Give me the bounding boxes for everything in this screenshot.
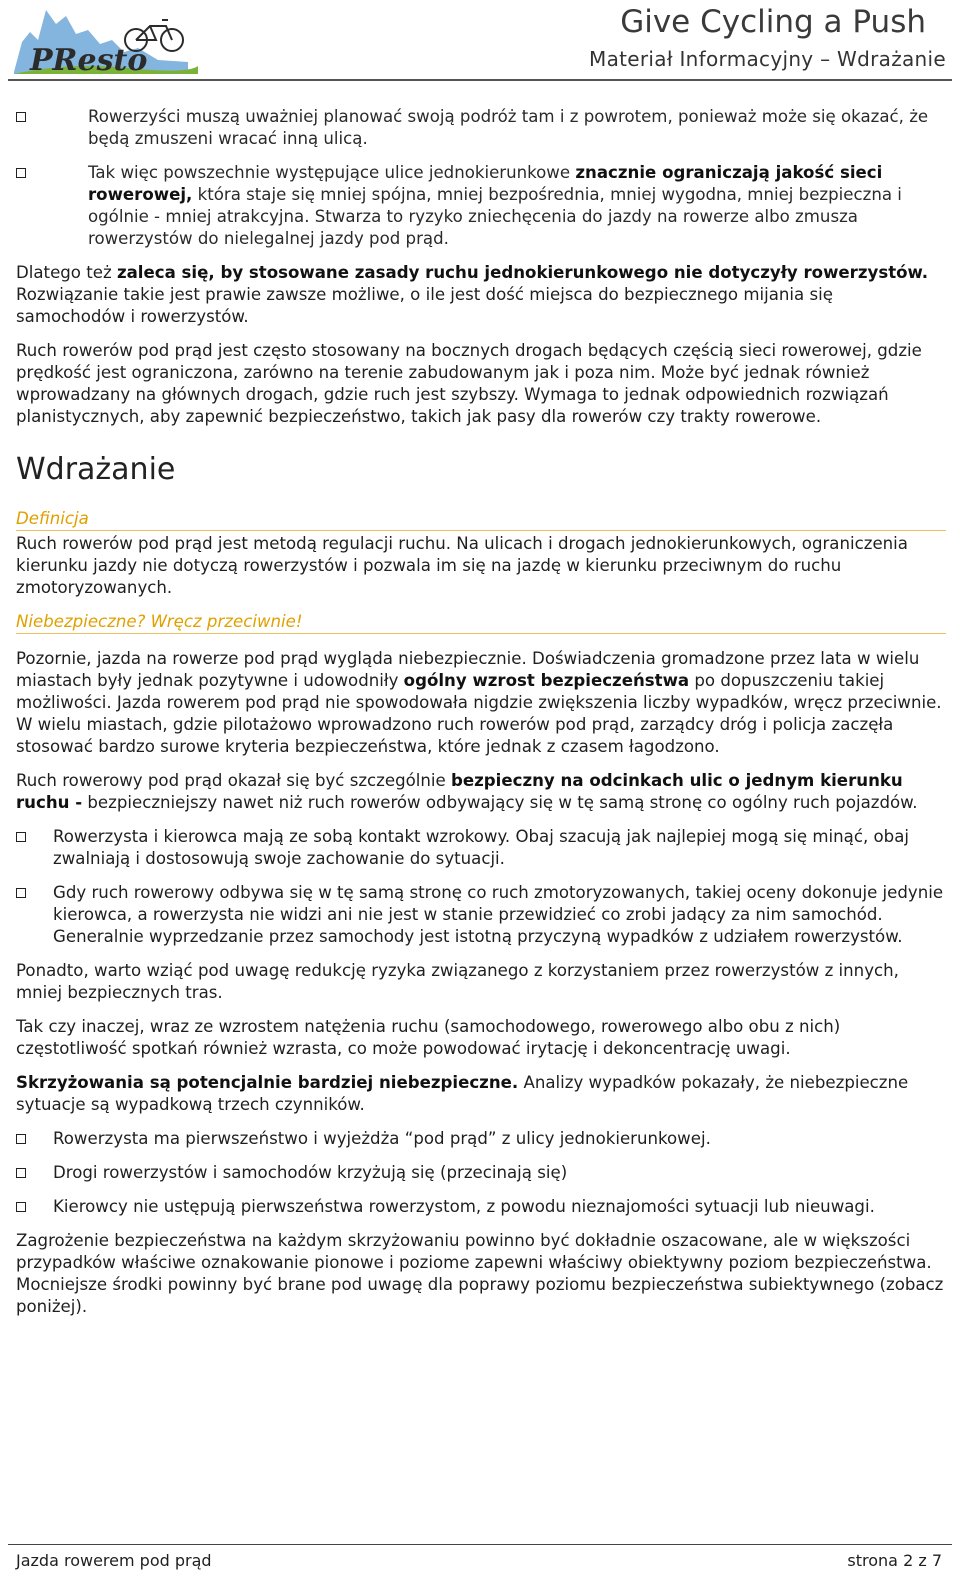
- header-title: Give Cycling a Push: [620, 4, 926, 40]
- bullet-item: [16, 826, 946, 870]
- paragraph: [16, 770, 946, 814]
- page-number: strona 2 z 7: [847, 1551, 942, 1570]
- bullet-emphasis: znacznie ograniczają jakość sieci rowerowej,: [88, 163, 883, 204]
- paragraph-emphasis: ogólny wzrost bezpieczeństwa: [403, 671, 690, 690]
- bullet-item: [16, 106, 946, 150]
- paragraph-text: Ruch rowerowy pod prąd okazał się być szczególnie: [16, 771, 452, 790]
- subsection-heading: Definicja: [16, 508, 946, 531]
- header-subtitle: Materiał Informacyjny – Wdrażanie: [589, 47, 946, 71]
- checkbox-bullet-icon: [16, 1202, 26, 1212]
- bullet-text: Rowerzysta ma pierwszeństwo i wyjeżdża “pod prąd” z ulicy jednokierunkowej.: [53, 1129, 711, 1148]
- paragraph: [16, 262, 946, 328]
- checkbox-bullet-icon: [16, 1134, 26, 1144]
- subsection-heading: Niebezpieczne? Wręcz przeciwnie!: [16, 611, 946, 634]
- page-header: [0, 0, 960, 82]
- paragraph-emphasis: zaleca się, by stosowane zasady ruchu jednokierunkowego nie dotyczyły rowerzystów.: [116, 263, 929, 282]
- bullet-text: Rowerzyści muszą uważniej planować swoją podróż tam i z powrotem, ponieważ może się okazać, że będą zmuszeni wracać inną ulicą.: [88, 107, 929, 148]
- checkbox-bullet-icon: [16, 832, 26, 842]
- bullet-text: Drogi rowerzystów i samochodów krzyżują się (przecinają się): [53, 1163, 568, 1182]
- document-body: [16, 106, 946, 1330]
- section-heading: Wdrażanie: [16, 452, 176, 487]
- paragraph-text: bezpieczniejszy nawet niż ruch rowerów odbywający się w tę samą stronę co ogólny ruch pojazdów.: [82, 793, 918, 812]
- paragraph-text: Rozwiązanie takie jest prawie zawsze możliwe, o ile jest dość miejsca do bezpiecznego mijania się samochodów i rowerzystów.: [16, 285, 833, 326]
- footer-doc-title: Jazda rowerem pod prąd: [16, 1551, 212, 1570]
- paragraph: Ruch rowerów pod prąd jest często stosowany na bocznych drogach będących częścią sieci rowerowej, gdzie prędkość jest ograniczona, zarówno na terenie zabudowanym jak i poza nim. Może być jednak również wprowadzany na głównych drogach, gdzie ruch jest szybszy. Wymaga to jednak odpowiednich rozwiązań planistycznych, aby zapewnić bezpieczeństwo, takich jak pasy dla rowerów czy trakty rowerowe.: [16, 341, 922, 426]
- paragraph-text: po dopuszczeniu takiej możliwości. Jazda rowerem pod prąd nie spowodowała nigdzie zwiększenia liczby wypadków, wręcz przeciwnie. W wielu miastach, gdzie pilotażowo wprowadzono ruch rowerów pod prąd, zarządcy dróg i policja zaczęła stosować bardzo surowe kryteria bezpieczeństwa, które jednak z czasem łagodzono.: [16, 671, 942, 756]
- paragraph: [16, 1072, 946, 1116]
- paragraph-text: Analizy wypadków pokazały, że niebezpieczne sytuacje są wypadkową trzech czynników.: [16, 1073, 909, 1114]
- paragraph-text: Dlatego też: [16, 263, 117, 282]
- checkbox-bullet-icon: [16, 888, 26, 898]
- checkbox-bullet-icon: [16, 112, 26, 122]
- page-footer: [8, 1544, 952, 1585]
- paragraph: Ruch rowerów pod prąd jest metodą regulacji ruchu. Na ulicach i drogach jednokierunkowych, ograniczenia kierunku jazdy nie dotyczą rowerzystów i pozwala im się na jazdę w kierunku przeciwnym do ruchu zmotoryzowanych.: [16, 534, 908, 597]
- paragraph-emphasis: bezpieczny na odcinkach ulic o jednym kierunku ruchu -: [16, 771, 903, 812]
- paragraph-emphasis: Skrzyżowania są potencjalnie bardziej niebezpieczne.: [16, 1073, 519, 1092]
- svg-text:PResto: PResto: [30, 43, 148, 78]
- checkbox-bullet-icon: [16, 168, 26, 178]
- bullet-text: Kierowcy nie ustępują pierwszeństwa rowerzystom, z powodu nieznajomości sytuacji lub nieuwagi.: [53, 1197, 875, 1216]
- bullet-item: [16, 1162, 946, 1184]
- bullet-text: która staje się mniej spójna, mniej bezpośrednia, mniej wygodna, mniej bezpieczna i ogólnie - mniej atrakcyjna. Stwarza to ryzyko zniechęcenia do jazdy na rowerze albo zmusza rowerzystów do nielegalnej jazdy pod prąd.: [88, 185, 902, 248]
- paragraph: [16, 648, 946, 758]
- bullet-text: Tak więc powszechnie występujące ulice jednokierunkowe: [88, 163, 576, 182]
- bullet-item: [16, 1196, 946, 1218]
- paragraph: Tak czy inaczej, wraz ze wzrostem natężenia ruchu (samochodowego, rowerowego albo obu z nich) częstotliwość spotkań również wzrasta, co może powodować irytację i dekoncentrację uwagi.: [16, 1017, 841, 1058]
- paragraph: Ponadto, warto wziąć pod uwagę redukcję ryzyka związanego z korzystaniem przez rowerzystów z innych, mniej bezpiecznych tras.: [16, 961, 899, 1002]
- bullet-item: [16, 882, 946, 948]
- bullet-item: [16, 162, 946, 250]
- checkbox-bullet-icon: [16, 1168, 26, 1178]
- header-divider: [8, 79, 952, 81]
- bullet-text: Gdy ruch rowerowy odbywa się w tę samą stronę co ruch zmotoryzowanych, takiej oceny dokonuje jedynie kierowca, a rowerzysta nie widzi ani nie jest w stanie przewidzieć co zrobi jadący za nim samochód. Generalnie wyprzedzanie przez samochody jest istotną przyczyną wypadków z udziałem rowerzystów.: [53, 883, 944, 946]
- bullet-item: [16, 1128, 946, 1150]
- presto-logo: [8, 2, 208, 78]
- paragraph: Zagrożenie bezpieczeństwa na każdym skrzyżowaniu powinno być dokładnie oszacowane, ale w większości przypadków właściwe oznakowanie pionowe i poziome zapewni właściwy obiektywny poziom bezpieczeństwa. Mocniejsze środki powinny być brane pod uwagę dla poprawy poziomu bezpieczeństwa subiektywnego (zobacz poniżej).: [16, 1231, 944, 1316]
- paragraph-text: Pozornie, jazda na rowerze pod prąd wygląda niebezpiecznie. Doświadczenia gromadzone przez lata w wielu miastach były jednak pozytywne i udowodniły: [16, 649, 920, 690]
- bullet-text: Rowerzysta i kierowca mają ze sobą kontakt wzrokowy. Obaj szacują jak najlepiej mogą się minąć, obaj zwalniają i dostosowują swoje zachowanie do sytuacji.: [53, 827, 909, 868]
